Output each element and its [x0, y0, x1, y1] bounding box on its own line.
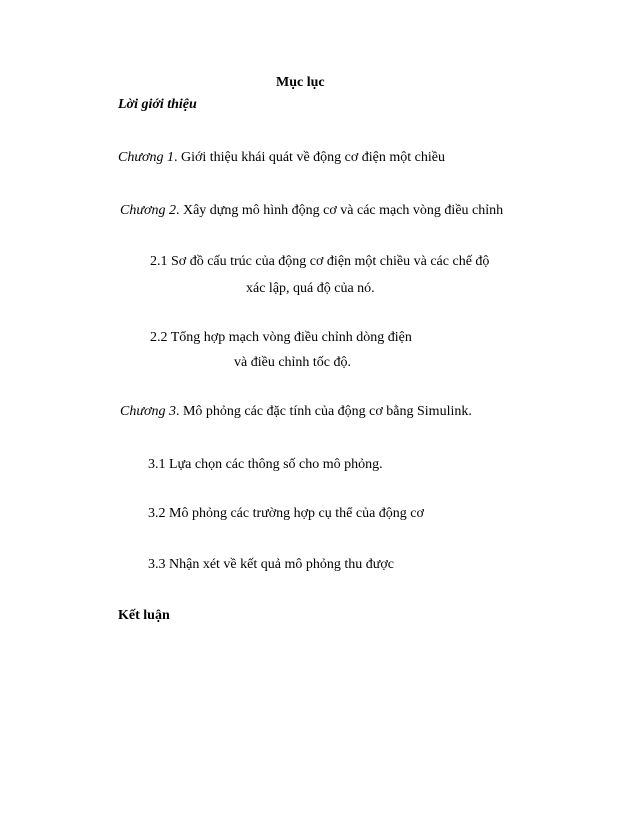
chapter-1-label: Chương 1 [118, 150, 174, 165]
toc-section-2-2-line2: và điều chỉnh tốc độ. [234, 355, 352, 370]
toc-section-3-3: 3.3 Nhận xét về kết quả mô phỏng thu được [148, 557, 394, 572]
toc-chapter-3 [120, 405, 472, 419]
toc-title: Mục lục [276, 75, 325, 90]
toc-section-2-1-line2: xác lập, quá độ của nó. [246, 281, 375, 296]
toc-chapter-1 [118, 151, 445, 165]
toc-section-2-2-line1: 2.2 Tổng hợp mạch vòng điều chỉnh dòng điện [150, 330, 412, 345]
chapter-2-label: Chương 2 [120, 203, 176, 218]
chapter-3-label: Chương 3 [120, 404, 176, 419]
chapter-2-text: . Xây dựng mô hình động cơ và các mạch vòng điều chỉnh [175, 203, 504, 218]
chapter-3-text: . Mô phỏng các đặc tính của động cơ bằng Simulink. [175, 404, 472, 419]
toc-section-2-1-line1: 2.1 Sơ đồ cấu trúc của động cơ điện một chiều và các chế độ [150, 254, 490, 269]
toc-chapter-2 [120, 204, 503, 218]
toc-section-3-1: 3.1 Lựa chọn các thông số cho mô phỏng. [148, 457, 383, 472]
toc-section-3-2: 3.2 Mô phỏng các trường hợp cụ thể của động cơ [148, 506, 424, 521]
chapter-1-text: . Giới thiệu khái quát về động cơ điện một chiều [173, 150, 445, 165]
toc-intro: Lời giới thiệu [118, 97, 197, 112]
toc-conclusion: Kết luận [118, 608, 170, 623]
